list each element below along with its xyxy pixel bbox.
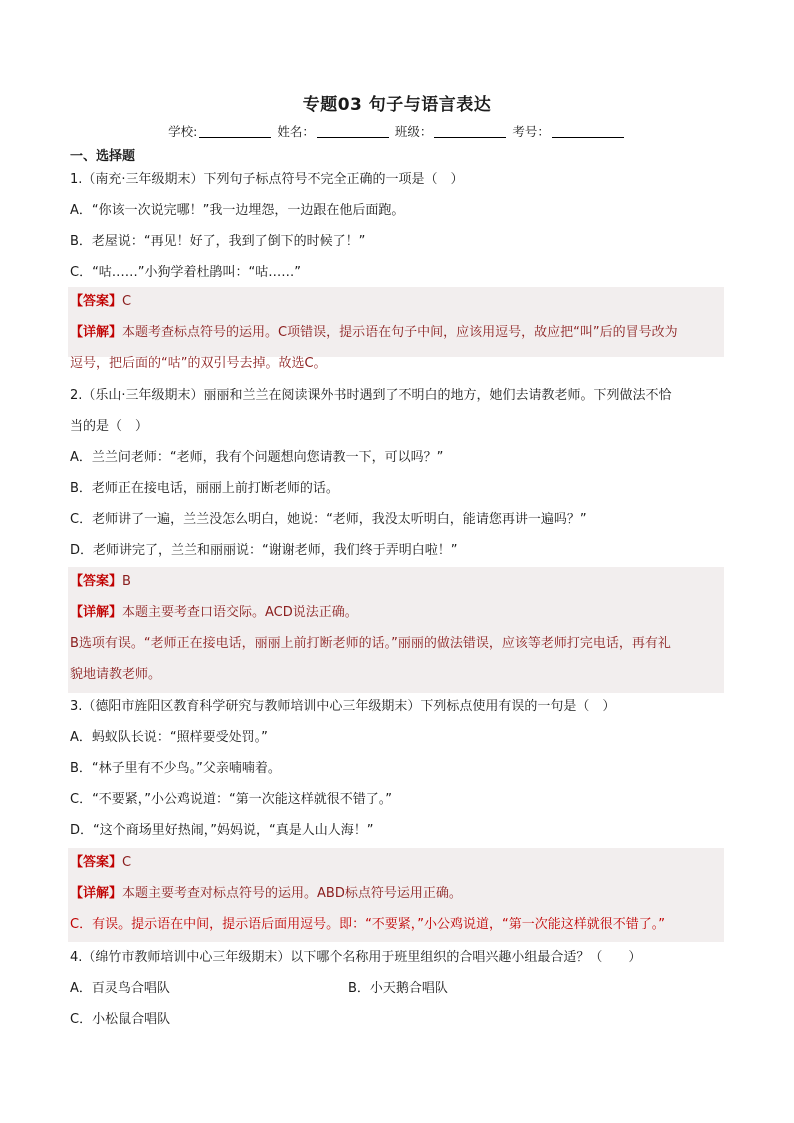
q1-detail-line-2: 逗号，把后面的“咕”的双引号去掉。故选C。 [70, 356, 327, 371]
school-blank[interactable] [199, 125, 271, 138]
q2-answer-label: 【答案】 [70, 574, 123, 589]
name-label: 姓名： [277, 124, 315, 139]
q2-option-d: D．老师讲完了，兰兰和丽丽说：“谢谢老师，我们终于弄明白啦！” [70, 543, 458, 558]
q4-option-c: C．小松鼠合唱队 [70, 1012, 171, 1027]
page-title: 专题03 句子与语言表达 [302, 95, 492, 115]
q3-option-d: D．“这个商场里好热闹，”妈妈说，“真是人山人海！” [70, 823, 374, 838]
q1-detail-text-1: 本题考查标点符号的运用。C项错误，提示语在句子中间，应该用逗号，故应把“叫”后的冒号改为 [122, 325, 678, 340]
q2-detail-line-1 [70, 603, 358, 623]
q3-option-a: A．蚂蚁队长说：“照样要受处罚。” [70, 730, 268, 745]
q3-option-b: B．“林子里有不少鸟。”父亲喃喃着。 [70, 761, 281, 776]
q2-answer-box [68, 567, 724, 693]
q3-answer-label: 【答案】 [70, 855, 123, 870]
q4-option-b: B．小天鹅合唱队 [348, 981, 448, 996]
school-label: 学校: [168, 124, 198, 139]
q4-stem: 4.（绵竹市教师培训中心三年级期末）以下哪个名称用于班里组织的合唱兴趣小组最合适？（ ） [70, 950, 642, 965]
q1-answer-value: C [122, 294, 132, 309]
exam-no-label: 考号： [512, 124, 550, 139]
class-label: 班级： [394, 124, 433, 139]
student-info-line [0, 122, 794, 140]
q2-detail-text-1: 本题主要考查口语交际。ACD说法正确。 [122, 605, 358, 620]
section-heading: 一、选择题 [70, 149, 136, 164]
q3-detail-text-1: 本题主要考查对标点符号的运用。ABD标点符号运用正确。 [122, 886, 462, 901]
q1-stem: 1.（南充·三年级期末）下列句子标点符号不完全正确的一项是（ ） [70, 172, 464, 187]
q3-option-c: C．“不要紧，”小公鸡说道：“第一次能这样就很不错了。” [70, 792, 393, 807]
exam-no-blank[interactable] [552, 125, 624, 138]
q1-answer-box [68, 287, 724, 357]
q2-detail-line-3: 貌地请教老师。 [70, 667, 162, 682]
q1-detail-label: 【详解】 [70, 325, 123, 340]
q4-option-a: A．百灵鸟合唱队 [70, 981, 170, 996]
q2-option-b: B．老师正在接电话，丽丽上前打断老师的话。 [70, 481, 339, 496]
q2-detail-label: 【详解】 [70, 605, 123, 620]
q2-stem-line-2: 当的是（ ） [70, 419, 149, 434]
q3-answer [70, 853, 131, 873]
q1-option-b: B．老屋说：“再见！好了，我到了倒下的时候了！” [70, 234, 366, 249]
q2-stem-line-1: 2.（乐山·三年级期末）丽丽和兰兰在阅读课外书时遇到了不明白的地方，她们去请教老师。下列做法不恰 [70, 388, 672, 403]
class-blank[interactable] [434, 125, 506, 138]
q2-detail-line-2: B选项有误。“老师正在接电话，丽丽上前打断老师的话。”丽丽的做法错误，应该等老师打完电话，再有礼 [70, 636, 671, 651]
q2-answer [70, 572, 131, 592]
q3-detail-label: 【详解】 [70, 886, 123, 901]
q3-detail-line-1 [70, 884, 462, 904]
q3-detail-line-2: C．有误。提示语在中间，提示语后面用逗号。即：“不要紧，”小公鸡说道，“第一次能这样就很不错了。” [70, 917, 666, 932]
q3-stem: 3.（德阳市旌阳区教育科学研究与教师培训中心三年级期末）下列标点使用有误的一句是（ ） [70, 699, 616, 714]
q2-answer-value: B [122, 574, 131, 589]
name-blank[interactable] [317, 125, 389, 138]
q1-option-a: A．“你该一次说完哪！”我一边埋怨，一边跟在他后面跑。 [70, 203, 405, 218]
q1-answer-label: 【答案】 [70, 294, 123, 309]
q1-option-c: C．“咕……”小狗学着杜鹃叫：“咕……” [70, 265, 302, 280]
q1-detail-line-1 [70, 323, 678, 343]
q2-option-c: C．老师讲了一遍，兰兰没怎么明白，她说：“老师，我没太听明白，能请您再讲一遍吗？” [70, 512, 587, 527]
q2-option-a: A．兰兰问老师：“老师，我有个问题想向您请教一下，可以吗？” [70, 450, 444, 465]
q1-answer [70, 292, 131, 312]
q3-answer-value: C [122, 855, 132, 870]
